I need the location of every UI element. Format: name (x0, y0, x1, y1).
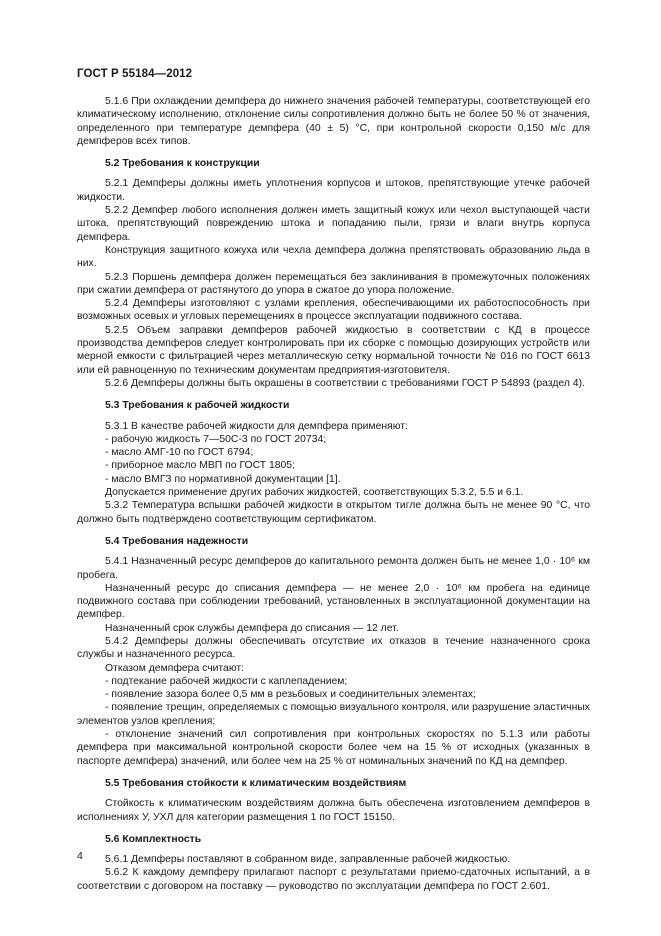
list-item: - рабочую жидкость 7—50С-3 по ГОСТ 20734; (105, 433, 327, 445)
list-item: - масло АМГ-10 по ГОСТ 6794; (105, 447, 254, 459)
list-item: - масло ВМГЗ по нормативной документации [1]. (105, 473, 341, 485)
paragraph: Стойкость к климатическим воздействиям должна быть обеспечена изготовлением демпферов в исполнениях У, УХЛ для категории размещения 1 по ГОСТ 15150. (77, 798, 590, 823)
paragraph: 5.3.2 Температура вспышки рабочей жидкости в открытом тигле должна быть не менее 90 °С, что должно быть подтверждено соответствующим сертификатом. (77, 500, 590, 525)
paragraph: Назначенный срок службы демпфера до списания — 12 лет. (105, 622, 399, 634)
list-item: - появление зазора более 0,5 мм в резьбовых и соединительных элементах; (105, 689, 476, 701)
section-heading: 5.5 Требования стойкости к климатическим воздействиям (105, 777, 407, 789)
paragraph: 5.4.1 Назначенный ресурс демпферов до капитального ремонта должен быть не менее 1,0 · 10⁶ км пробега. (77, 556, 590, 581)
paragraph: - отклонение значений сил сопротивления при контрольных скоростях по 5.1.3 или работы демпфера при максимальной контрольной скорости более чем на 15 % от исходных (указанных в паспорте демпфера) значений, или более чем на 25 % от номинальных значений по КД на демпфер. (77, 729, 590, 767)
paragraph: 5.6.2 К каждому демпферу прилагают паспорт с результатами приемо-сдаточных испытаний, а в соответствии с договором на поставку — руководство по эксплуатации демпфера по ГОСТ 2.601. (77, 867, 590, 892)
list-item: - приборное масло МВП по ГОСТ 1805; (105, 460, 295, 472)
paragraph: 5.4.2 Демпферы должны обеспечивать отсутствие их отказов в течение назначенного срока службы и назначенного ресурса. (77, 635, 590, 661)
paragraph: 5.6.1 Демпферы поставляют в собранном виде, заправленные рабочей жидкостью. (105, 854, 511, 866)
paragraph: 5.2.1 Демпферы должны иметь уплотнения корпусов и штоков, препятствующие утечке рабочей жидкости. (77, 178, 590, 203)
list-item: - подтекание рабочей жидкости с каплепадением; (105, 675, 348, 687)
paragraph: 5.2.3 Поршень демпфера должен перемещаться без заклинивания в промежуточных положениях при сжатии демпфера от растянутого до упора в сжатое до упора положение. (77, 271, 590, 296)
paragraph: Назначенный ресурс до списания демпфера — не менее 2,0 · 10⁶ км пробега на единице подвижного состава при соблюдении требований, установленных в эксплуатационной документации на демпфер. (77, 582, 590, 621)
paragraph: 5.2.2 Демпфер любого исполнения должен иметь защитный кожух или чехол выступающей части штока, препятствующий повреждению штока и попаданию пыли, грязи и влаги внутрь корпуса демпфера. (77, 205, 590, 243)
section-heading: 5.3 Требования к рабочей жидкости (105, 400, 290, 412)
paragraph: 5.2.5 Объем заправки демпферов рабочей жидкостью в соответствии с КД в процессе производства демпферов следует контролировать при их сборке с помощью дозирующих устройств или мерной емкости с фильтрацией через металлическую сетку нормальной точности № 016 по ГОСТ 6613 или ей равноценную по техническим документам предприятия-изготовителя. (77, 324, 590, 376)
paragraph: 5.1.6 При охлаждении демпфера до нижнего значения рабочей температуры, соответствующей его климатическому исполнению, отклонение силы сопротивления должно быть не более 50 % от значения, определенного при температуре демпфера (40 ± 5) °С, при контрольной скорости 0,150 м/с для демпферов всех типов. (77, 96, 590, 147)
section-heading: 5.4 Требования надежности (105, 535, 249, 547)
document-body (77, 95, 590, 893)
paragraph: 5.2.4 Демпферы изготовляют с узлами крепления, обеспечивающими их работоспособность при возможных осевых и угловых перемещениях в процессе эксплуатации подвижного состава. (77, 298, 590, 323)
paragraph: Отказом демпфера считают: (105, 662, 245, 674)
section-heading: 5.6 Комплектность (105, 833, 202, 845)
document-header: ГОСТ Р 55184—2012 (77, 68, 193, 80)
paragraph: 5.2.6 Демпферы должны быть окрашены в соответствии с требованиями ГОСТ Р 54893 (раздел 4). (105, 377, 585, 389)
paragraph: Конструкция защитного кожуха или чехла демпфера должна препятствовать образованию льда в них. (77, 244, 590, 270)
paragraph: Допускается применение других рабочих жидкостей, соответствующих 5.3.2, 5.5 и 6.1. (105, 487, 524, 499)
paragraph: 5.3.1 В качестве рабочей жидкости для демпфера применяют: (105, 420, 408, 432)
paragraph: - появление трещин, определяемых с помощью визуального контроля, или разрушение эластичных элементов узлов крепления; (77, 702, 590, 727)
page-number: 4 (77, 850, 83, 862)
section-heading: 5.2 Требования к конструкции (105, 158, 260, 170)
